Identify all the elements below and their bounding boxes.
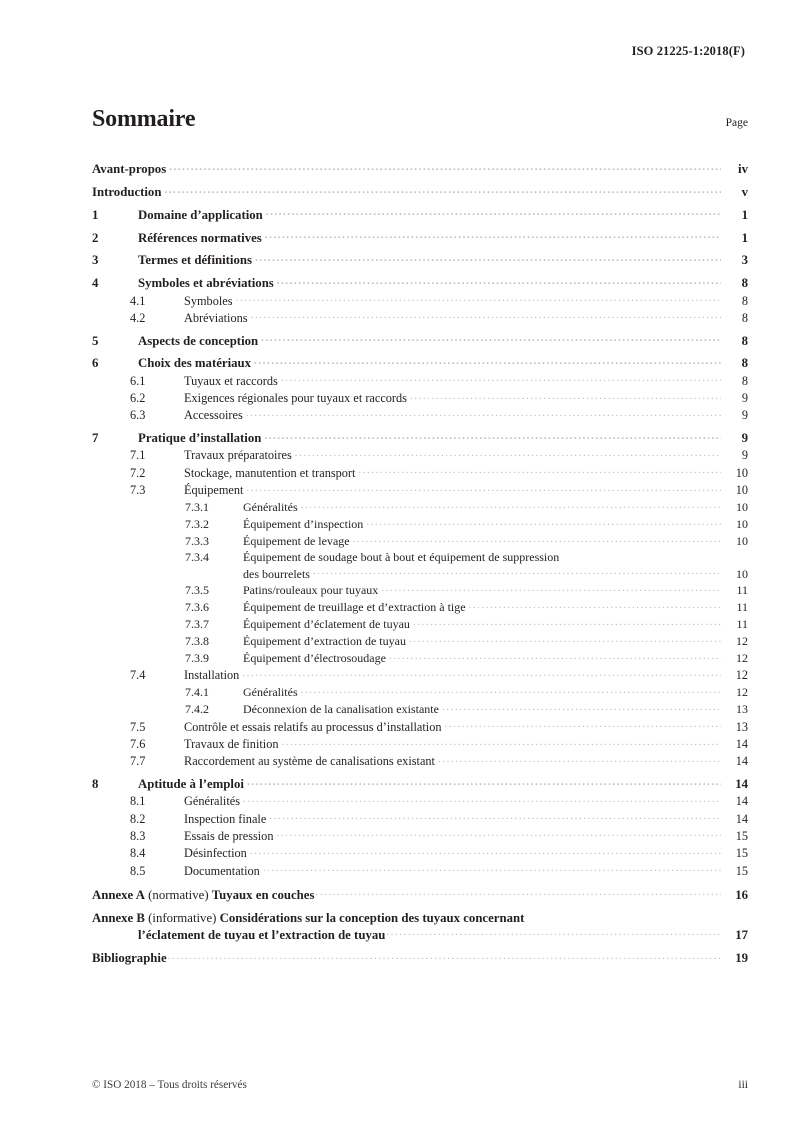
- toc-page-number: 14: [735, 754, 748, 769]
- toc-page-number: 8: [741, 333, 748, 348]
- dot-leader: [250, 845, 721, 857]
- toc-entry-number: 4.2: [130, 310, 146, 325]
- toc-entry-label: Symboles: [184, 293, 233, 308]
- toc-entry[interactable]: [92, 810, 748, 827]
- toc-entry-label: Généralités: [243, 685, 298, 700]
- toc-page-number: 15: [735, 846, 748, 861]
- toc-page-number: 12: [736, 651, 748, 666]
- toc-entry-number: 5: [92, 333, 99, 348]
- toc-entry[interactable]: [92, 481, 748, 498]
- toc-entry-label: Avant-propos: [92, 162, 167, 177]
- toc-entry[interactable]: [92, 269, 748, 292]
- dot-leader: [269, 810, 721, 822]
- toc-page-number: 13: [735, 719, 748, 734]
- toc-entry[interactable]: [92, 752, 748, 769]
- page-title: Sommaire: [92, 106, 196, 132]
- toc-page-number: 11: [736, 600, 748, 615]
- toc-entry-label: Patins/rouleaux pour tuyaux: [243, 583, 379, 598]
- toc-entry-label: Domaine d’application: [138, 207, 263, 222]
- page-footer: [92, 1079, 748, 1091]
- dot-leader: [301, 499, 721, 511]
- toc-entry[interactable]: [92, 464, 748, 481]
- toc-entry-label: Équipement d’électrosoudage: [243, 651, 386, 666]
- toc-entry[interactable]: [92, 447, 748, 464]
- toc-entry-number: 1: [92, 207, 99, 222]
- dot-leader: [315, 886, 721, 899]
- toc-entry-number: 6.3: [130, 408, 146, 423]
- toc-entry[interactable]: [92, 550, 748, 566]
- toc-page-number: 8: [741, 293, 748, 308]
- toc-entry-label: Équipement d’extraction de tuyau: [243, 634, 406, 649]
- toc-entry[interactable]: [92, 349, 748, 372]
- table-of-contents: [92, 155, 748, 966]
- toc-entry-number: 7.1: [130, 448, 146, 463]
- toc-entry[interactable]: [92, 309, 748, 326]
- toc-entry-continuation[interactable]: [92, 566, 748, 582]
- toc-page-number: 9: [741, 408, 748, 423]
- toc-entry-label: Équipement d’éclatement de tuyau: [243, 617, 410, 632]
- toc-entry[interactable]: [92, 633, 748, 650]
- toc-entry-number: 7.3.2: [185, 517, 209, 532]
- toc-entry-number: 8: [92, 777, 99, 792]
- toc-entry-number: 7.4.1: [185, 685, 209, 700]
- dot-leader: [301, 684, 721, 696]
- toc-entry-label: Équipement de levage: [243, 534, 350, 549]
- toc-entry-label: Équipement: [184, 483, 244, 498]
- toc-entry-number: 7.6: [130, 736, 146, 751]
- toc-page-number: 10: [736, 566, 748, 581]
- toc-entry-label: Travaux de finition: [184, 736, 279, 751]
- toc-page-number: 10: [735, 483, 748, 498]
- toc-entry[interactable]: [92, 718, 748, 735]
- toc-entry-label: Références normatives: [138, 230, 262, 245]
- toc-entry-number: 8.5: [130, 863, 146, 878]
- annex-title: Considérations sur la conception des tuyaux concernant: [219, 910, 525, 925]
- toc-page-number: 8: [741, 356, 748, 371]
- toc-entry[interactable]: [92, 735, 748, 752]
- toc-page-number: 3: [741, 253, 748, 268]
- toc-entry-label: Inspection finale: [184, 811, 267, 826]
- dot-leader: [251, 310, 721, 322]
- toc-page-number: 15: [735, 828, 748, 843]
- dot-leader: [255, 252, 721, 265]
- toc-entry-number: 7.7: [130, 754, 146, 769]
- dot-leader: [438, 753, 721, 765]
- toc-entry-label: Introduction: [92, 185, 162, 200]
- annex-title-line2: l’éclatement de tuyau et l’extraction de tuyau: [138, 927, 386, 942]
- toc-page-number: iv: [738, 162, 748, 177]
- toc-annex-entry[interactable]: [92, 879, 748, 903]
- dot-leader: [243, 793, 721, 805]
- toc-entry[interactable]: [92, 793, 748, 810]
- dot-leader: [445, 718, 722, 730]
- toc-entry-number: 4: [92, 276, 99, 291]
- toc-entry[interactable]: [92, 827, 748, 844]
- dot-leader: [313, 566, 721, 578]
- toc-entry-label: Accessoires: [184, 408, 243, 423]
- dot-leader: [295, 447, 721, 459]
- toc-entry-number: 8.1: [130, 794, 146, 809]
- toc-entry[interactable]: [92, 292, 748, 309]
- toc-page-number: 8: [741, 276, 748, 291]
- toc-page-number: 8: [741, 373, 748, 388]
- document-reference-header: ISO 21225-1:2018(F): [631, 44, 745, 58]
- toc-entry[interactable]: [92, 155, 748, 178]
- toc-entry[interactable]: [92, 499, 748, 516]
- toc-entry-number: 8.3: [130, 828, 146, 843]
- dot-leader: [246, 482, 721, 494]
- dot-leader: [469, 599, 721, 611]
- toc-entry-number: 7.5: [130, 719, 146, 734]
- toc-entry-label-line2: des bourrelets: [243, 566, 310, 581]
- toc-entry[interactable]: [92, 372, 748, 389]
- dot-leader: [381, 582, 721, 594]
- annex-name: Annexe A: [92, 887, 149, 902]
- toc-annex-entry[interactable]: [92, 903, 748, 926]
- toc-page-number: 1: [741, 230, 748, 245]
- toc-entry-label: Aspects de conception: [138, 333, 259, 348]
- dot-leader: [277, 274, 721, 287]
- toc-page-number: 13: [736, 702, 748, 717]
- toc-entry-number: 7.4: [130, 668, 146, 683]
- toc-page-number: 10: [736, 500, 748, 515]
- toc-entry[interactable]: [92, 599, 748, 616]
- annex-title: Tuyaux en couches: [211, 887, 315, 902]
- annex-kind: (informative): [148, 910, 220, 925]
- toc-entry-label: Généralités: [184, 794, 240, 809]
- toc-entry-number: 7.3.3: [185, 534, 209, 549]
- toc-entry[interactable]: [92, 424, 748, 447]
- toc-page-number: 9: [741, 391, 748, 406]
- toc-entry-label: Essais de pression: [184, 828, 274, 843]
- dot-leader: [242, 667, 721, 679]
- dot-leader: [247, 775, 721, 788]
- footer-page-number: iii: [738, 1079, 748, 1091]
- toc-page-number: 10: [736, 534, 748, 549]
- toc-page-number: 15: [735, 863, 748, 878]
- toc-page-number: 12: [736, 685, 748, 700]
- toc-entry-number: 7.3.4: [185, 550, 209, 565]
- dot-leader: [266, 206, 721, 219]
- toc-entry[interactable]: [92, 684, 748, 701]
- toc-bibliography-entry[interactable]: [92, 943, 748, 967]
- toc-entry-label: Contrôle et essais relatifs au processus d’installation: [184, 719, 442, 734]
- toc-page-number: 14: [735, 811, 748, 826]
- toc-entry[interactable]: [92, 326, 748, 349]
- toc-entry-number: 7.3.8: [185, 634, 209, 649]
- toc-entry[interactable]: [92, 389, 748, 406]
- toc-page-number: 10: [736, 517, 748, 532]
- dot-leader: [413, 616, 721, 628]
- page-column-label: Page: [725, 117, 748, 129]
- toc-entry-label: Pratique d’installation: [138, 431, 262, 446]
- toc-entry-label: Installation: [184, 668, 240, 683]
- toc-entry-number: 3: [92, 253, 99, 268]
- dot-leader: [261, 332, 721, 345]
- toc-entry[interactable]: [92, 701, 748, 718]
- dot-leader: [386, 926, 721, 939]
- dot-leader: [236, 292, 721, 304]
- annex-kind: (normative): [148, 887, 212, 902]
- dot-leader: [409, 633, 721, 645]
- dot-leader: [169, 161, 721, 174]
- toc-entry-number: 7.3.1: [185, 500, 209, 515]
- dot-leader: [168, 950, 721, 963]
- toc-page-number: 12: [736, 634, 748, 649]
- dot-leader: [442, 701, 721, 713]
- toc-entry[interactable]: [92, 178, 748, 201]
- dot-leader: [246, 407, 721, 419]
- toc-entry-number: 7.3.5: [185, 583, 209, 598]
- dot-leader: [353, 533, 721, 545]
- toc-page-number: 14: [735, 794, 748, 809]
- toc-page-number: 9: [741, 448, 748, 463]
- dot-leader: [358, 464, 721, 476]
- toc-entry-number: 7.3.7: [185, 617, 209, 632]
- dot-leader: [281, 372, 721, 384]
- toc-entry-label: Termes et définitions: [138, 253, 252, 268]
- toc-entry[interactable]: [92, 407, 748, 424]
- copyright-notice: © ISO 2018 – Tous droits réservés: [92, 1079, 247, 1091]
- toc-entry-label: Équipement d’inspection: [243, 517, 364, 532]
- toc-page-number: 10: [735, 465, 748, 480]
- toc-entry-number: 7.4.2: [185, 702, 209, 717]
- dot-leader: [276, 828, 721, 840]
- toc-entry-label: Aptitude à l’emploi: [138, 777, 244, 792]
- dot-leader: [254, 355, 721, 368]
- dot-leader: [263, 862, 721, 874]
- toc-entry-label: Déconnexion de la canalisation existante: [243, 702, 439, 717]
- toc-entry-number: 7.3.9: [185, 651, 209, 666]
- toc-entry[interactable]: [92, 650, 748, 667]
- toc-entry-number: 6: [92, 356, 99, 371]
- toc-entry[interactable]: [92, 770, 748, 793]
- toc-page-number: 1: [741, 207, 748, 222]
- toc-entry-label: Documentation: [184, 863, 260, 878]
- toc-entry-label: Stockage, manutention et transport: [184, 465, 356, 480]
- toc-entry-number: 4.1: [130, 293, 146, 308]
- toc-page-number: 12: [735, 668, 748, 683]
- toc-entry-label: Choix des matériaux: [138, 356, 252, 371]
- toc-entry[interactable]: [92, 246, 748, 269]
- toc-page-number: 17: [735, 927, 748, 942]
- dot-leader: [410, 390, 721, 402]
- dot-leader: [265, 229, 721, 242]
- annex-name: Annexe B: [92, 910, 149, 925]
- toc-page-number: v: [741, 185, 748, 200]
- toc-page-number: 11: [736, 617, 748, 632]
- toc-entry-number: 7.3.6: [185, 600, 209, 615]
- toc-entry-number: 6.1: [130, 373, 146, 388]
- dot-leader: [366, 516, 721, 528]
- toc-entry-label: Symboles et abréviations: [138, 276, 274, 291]
- toc-entry-number: 2: [92, 230, 99, 245]
- toc-entry[interactable]: [92, 223, 748, 246]
- dot-leader: [264, 429, 721, 442]
- toc-page-number: 8: [741, 310, 748, 325]
- toc-entry[interactable]: [92, 533, 748, 550]
- toc-entry-label: Tuyaux et raccords: [184, 373, 278, 388]
- toc-page-number: 16: [735, 887, 748, 902]
- dot-leader: [389, 650, 721, 662]
- toc-entry-number: 6.2: [130, 391, 146, 406]
- toc-entry-label: Exigences régionales pour tuyaux et raccords: [184, 391, 407, 406]
- toc-entry-number: 7: [92, 431, 99, 446]
- toc-entry-label: Abréviations: [184, 310, 248, 325]
- toc-entry-label: Travaux préparatoires: [184, 448, 292, 463]
- toc-annex-continuation[interactable]: [92, 926, 748, 943]
- toc-entry[interactable]: [92, 667, 748, 684]
- toc-entry-number: 7.2: [130, 465, 146, 480]
- toc-entry[interactable]: [92, 582, 748, 599]
- toc-page-number: 14: [735, 736, 748, 751]
- toc-title-row: [92, 106, 748, 133]
- toc-entry-number: 8.4: [130, 846, 146, 861]
- toc-entry[interactable]: [92, 616, 748, 633]
- toc-page-number: 11: [736, 583, 748, 598]
- toc-entry[interactable]: [92, 516, 748, 533]
- toc-page-number: 9: [741, 431, 748, 446]
- toc-entry-label: Généralités: [243, 500, 298, 515]
- toc-entry[interactable]: [92, 201, 748, 224]
- toc-entry-label: Équipement de treuillage et d’extraction à tige: [243, 600, 466, 615]
- bibliography-label: Bibliographie: [92, 951, 167, 966]
- toc-entry-label: Équipement de soudage bout à bout et équipement de suppression: [243, 550, 560, 565]
- toc-entry[interactable]: [92, 844, 748, 861]
- dot-leader: [164, 183, 721, 196]
- toc-page-number: 19: [735, 951, 748, 966]
- toc-entry-label: Désinfection: [184, 846, 247, 861]
- toc-entry-number: 8.2: [130, 811, 146, 826]
- toc-entry-label: Raccordement au système de canalisations existant: [184, 754, 435, 769]
- toc-entry-number: 7.3: [130, 483, 146, 498]
- toc-entry[interactable]: [92, 862, 748, 879]
- dot-leader: [282, 736, 722, 748]
- toc-page-number: 14: [735, 777, 748, 792]
